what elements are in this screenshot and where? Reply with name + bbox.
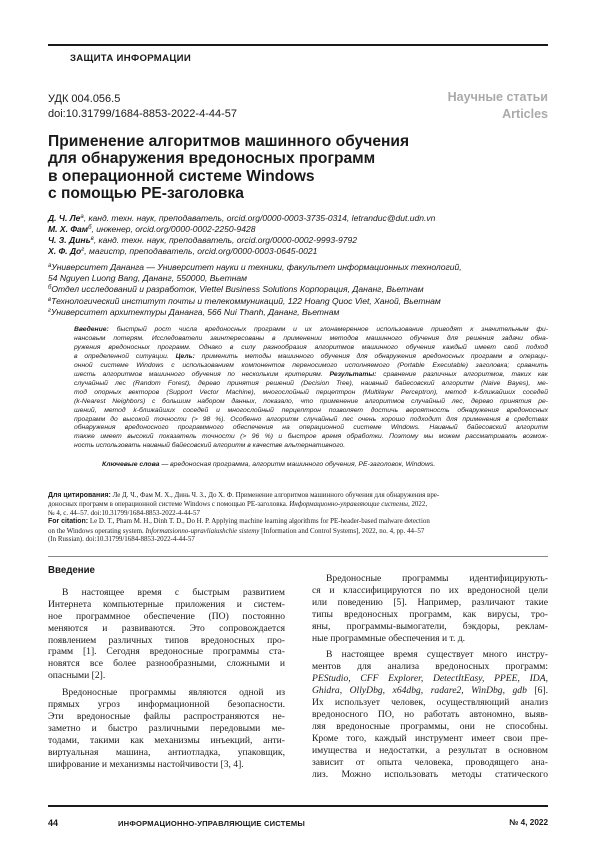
header-rule: [48, 44, 548, 46]
abstract-line: (k-Nearest Neighbors) с большим набором данных, показало, что применение алгоритмов случайный лес, дерево принятия ре-: [74, 397, 548, 405]
affiliation: $^г$Университет архитектуры Дананга, 566 Nui Thanh, Дананг, Вьетнам: [48, 306, 340, 317]
title-line: для обнаружения вредоносных программ: [48, 150, 376, 168]
author-sup: г: [81, 247, 85, 254]
abstract-line: обнаружения вредоносного программного обеспечения на операционной системе Windows. Наивный байесовский алгоритм: [74, 424, 548, 432]
article-type-ru: Научные статьи: [447, 90, 548, 104]
issue-number: № 4, 2022: [509, 818, 548, 827]
section-heading: Введение: [48, 565, 95, 576]
journal-name: ИНФОРМАЦИОННО-УПРАВЛЯЮЩИЕ СИСТЕМЫ: [118, 819, 306, 828]
abstract-line: случайный лес (Random Forest), дерево принятия решений (Decision Tree), наивный байесовский алгоритм (Naive Bayes), ме-: [74, 379, 548, 387]
article-type-en: Articles: [502, 107, 548, 121]
author-entry: [48, 235, 553, 246]
paragraph: В настоящее время с быстрым развитием Интернета компьютерные приложения и систем- ное программное обеспечение (ПО) постоянно меняются и развиваются. Это сопровождается появлением различных типов вредоносных про- грамм [1]. Сегодня вредоносные программы ста- новятся все более разнообразными, сложными и опасными [2].: [48, 586, 285, 682]
body-column-left: [48, 565, 285, 771]
abstract-line: также имеет высокий показатель точности (> 96 %) и быстрое время обработки. Поэтому мы можем рассматривать возмож-: [74, 433, 548, 441]
author-details[interactable]: , канд. техн. наук, преподаватель, orcid.org/0000-0003-3735-0314, letranduc@dut.udn.vn: [83, 213, 436, 223]
citation-ru-doi[interactable]: № 4, с. 44–57. doi:10.31799/1684-8853-2022-4-44-57: [48, 508, 200, 517]
doi-link[interactable]: doi:10.31799/1684-8853-2022-4-44-57: [48, 108, 237, 120]
section-divider: [48, 556, 548, 557]
abstract-line: ружения вредоносных программ. Однако в силу разнообразия алгоритмов машинного обучения каждый имеет свой подход: [74, 343, 548, 351]
citation-block: Для цитирования: Ле Д. Ч., Фам М. Х., Динь Ч. З., До Х. Ф. Применение алгоритмов машинного обучения для обнаружения вре- доносных программ в операционной системе Windows с помощью PE-заголовка. Информационно-управляющие системы, 2022, № 4, с. 44–57. doi:10.31799/1684-8853-2022-4-44-57 For citation: Le D. T., Pham M. H., Dinh T. D., Do H. P. Applying machine learning algorithms for PE-header-based malware detection on the Windows operating system. Informatsionno-upravliaiushchie sistemy [Information and Control Systems], 2022, no. 4, pp. 44–57 (In Russian). doi:10.31799/1684-8853-2022-4-44-57: [48, 491, 548, 543]
author-details[interactable]: , магистр, преподаватель, orcid.org/0000-0003-0645-0021: [84, 246, 318, 257]
author-name: М. Х. Фам: [48, 224, 89, 235]
author-entry: [48, 246, 553, 257]
abstract-line: тод опорных векторов (Support Vector Machine), многослойный перцептрон (Multilayer Perceptron), метод k-ближайших соседей: [74, 388, 548, 396]
citation-en: For citation: Le D. T., Pham M. H., Dinh T. D., Do H. P. Applying machine learning algorithms for PE-header-based malware detection: [48, 517, 430, 526]
affiliation: $^а$Университет Дананга — Университет науки и техники, факультет информационных технологий,: [48, 262, 462, 272]
abstract-line: шесть алгоритмов машинного обучения по нескольким критериям. Результаты: сравнение различных алгоритмов, таких как: [74, 370, 548, 378]
paragraph: Вредоносные программы идентифицирують- ся и классифицируются по их вредоносной цели или поведению [5]. Например, различают такие типы вредоносных программ, как вирусы, тро- яны, программы-вымогатели, бэкдоры, реклам- ные программные обеспечения и т. д.: [312, 573, 548, 644]
author-name: Х. Ф. До: [48, 246, 82, 257]
author-entry: [48, 224, 553, 235]
article-title: [48, 133, 518, 202]
author-entry: [48, 213, 553, 224]
udc-code: УДК 004.056.5: [48, 93, 121, 105]
title-line: с помощью PE-заголовка: [48, 184, 244, 202]
affiliation-list: [48, 262, 553, 318]
author-sup: б: [88, 225, 92, 232]
author-name: Ч. З. Динь: [48, 235, 91, 246]
abstract-line: нансовым потерям. Исследователи заинтересованы в применении методов машинного обучения для решения задачи обна-: [74, 334, 548, 342]
abstract-line: в определенной ситуации. Цель: применить методы машинного обучения для обнаружения вредоносных программ в операци-: [74, 352, 548, 360]
page-number: 44: [48, 818, 59, 828]
abstract-line: программ до высокой точности (> 98 %). Особенно алгоритм случайный лес очень хорошо подходит для применения в средствах: [74, 415, 548, 423]
paragraph: Вредоносные программы являются одной из прямых угроз информационной безопасности. Эти вредоносные файлы распространяются не- заметно и быстро различными передовыми ме- тодами, такими как механизмы инъекций, анти- виртуальная машина, антиотладка, упаковщик, шифрование и механизмы настойчивости [3, 4].: [48, 687, 285, 770]
author-sup: в: [90, 236, 94, 243]
citation-ru: Для цитирования: Ле Д. Ч., Фам М. Х., Динь Ч. З., До Х. Ф. Применение алгоритмов машинного обучения для обнаружения вре-: [48, 491, 440, 499]
author-list: [48, 213, 553, 257]
author-name: Д. Ч. Ле: [48, 213, 81, 223]
author-sup: а: [80, 214, 84, 220]
citation-en-doi[interactable]: (In Russian). doi:10.31799/1684-8853-2022-4-44-57: [48, 535, 195, 544]
affiliation: $^б$Отдел исследований и разработок, Viettel Business Solutions Корпорация, Дананг, Вьетнам: [48, 284, 424, 295]
title-line: Применение алгоритмов машинного обучения: [48, 133, 410, 150]
abstract-line: шений, метод k-ближайших соседей и многослойный перцептрон позволяет достичь вероятность обнаружения вредоносных: [74, 406, 548, 414]
keywords: Ключевые слова — вредоносная программа, алгоритм машинного обучения, PE-заголовок, Windows.: [102, 461, 436, 468]
author-details[interactable]: , инженер, orcid.org/0000-0002-2250-9428: [91, 224, 256, 235]
affiliation: 54 Nguyen Luong Bang, Дананг, 550000, Вьетнам: [48, 273, 248, 284]
section-label: ЗАЩИТА ИНФОРМАЦИИ: [70, 53, 192, 64]
title-line: в операционной системе Windows: [48, 167, 315, 185]
abstract-line: онной системе Windows с использованием компонентов переносимого исполняемого (Portable Executable) заголовка; сравнить: [74, 361, 548, 369]
abstract-line: Введение: быстрый рост числа вредоносных программ и их злонамеренное использование приводят к значительным фи-: [74, 326, 548, 333]
abstract: [74, 326, 548, 451]
author-details[interactable]: , канд. техн. наук, преподаватель, orcid.org/0000-0002-9993-9792: [93, 235, 358, 246]
paragraph: В настоящее время существует много инстру- ментов для анализа вредоносных программ: PEStudio, CFF Explorer, DetectItEasy, PPEE, IDA, Ghidra, OllyDbg, x64dbg, radare2, WinDbg, gdb [6]. Их использует человек, осуществляющий анализ вредоносного ПО, но работать автономно, выяв- ляя вредоносные программы, они не способны. Кроме того, каждый инструмент имеет свои пре- имущества и недостатки, а результат в основном зависит от опыта человека, проводящего ана- лиз. Можно использовать методы статического: [312, 649, 548, 780]
affiliation: $^в$Технологический институт почты и телекоммуникаций, 122 Hoang Quoc Viet, Ханой, Вьетнам: [48, 295, 441, 306]
abstract-line: ность использовать наивный байесовский алгоритм в качестве альтернативного.: [74, 442, 346, 450]
footer-rule: [48, 805, 548, 807]
body-column-right: [312, 573, 548, 780]
